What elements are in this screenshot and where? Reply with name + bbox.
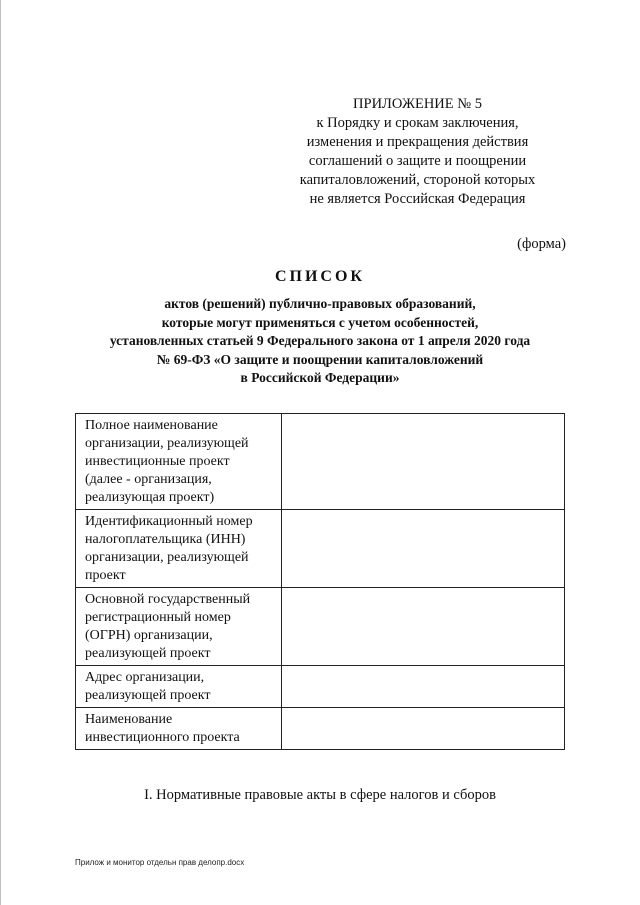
- table-row: [76, 588, 565, 666]
- table-row: [76, 666, 565, 708]
- label-line: Полное наименование: [85, 418, 218, 433]
- subtitle-line: установленных статьей 9 Федерального закона от 1 апреля 2020 года: [109, 333, 531, 348]
- label-line: регистрационный номер: [85, 610, 231, 625]
- table-row: [76, 414, 565, 510]
- label-line: организации, реализующей: [85, 436, 249, 451]
- label-line: проект: [85, 568, 126, 583]
- label-line: инвестиционного проекта: [85, 730, 240, 745]
- page-edge: [0, 0, 1, 905]
- row-value-project-name[interactable]: [281, 708, 564, 750]
- appendix-line: капиталовложений, стороной которых: [299, 172, 536, 188]
- label-line: (далее - организация,: [85, 472, 212, 487]
- appendix-line: к Порядку и срокам заключения,: [316, 115, 519, 131]
- label-line: налогоплательщика (ИНН): [85, 532, 246, 547]
- label-line: Адрес организации,: [85, 670, 205, 685]
- row-label-address: [76, 666, 282, 708]
- table-row: [76, 510, 565, 588]
- document-subtitle: [0, 295, 640, 388]
- label-line: Наименование: [85, 712, 173, 727]
- label-line: реализующей проект: [85, 688, 211, 703]
- subtitle-line: в Российской Федерации»: [240, 370, 400, 385]
- row-label-project-name: [76, 708, 282, 750]
- section-heading: I. Нормативные правовые акты в сфере налогов и сборов: [144, 787, 496, 803]
- form-label: (форма): [517, 236, 566, 252]
- appendix-line: изменения и прекращения действия: [306, 134, 529, 150]
- row-label-full-name: [76, 414, 282, 510]
- row-label-ogrn: [76, 588, 282, 666]
- row-value-full-name[interactable]: [281, 414, 564, 510]
- subtitle-line: № 69-ФЗ «О защите и поощрении капиталовложений: [156, 351, 484, 367]
- subtitle-line: которые могут применяться с учетом особенностей,: [161, 314, 479, 330]
- appendix-line: соглашений о защите и поощрении: [308, 153, 527, 169]
- row-label-inn: [76, 510, 282, 588]
- label-line: инвестиционные проект: [85, 454, 230, 469]
- row-value-inn[interactable]: [281, 510, 564, 588]
- organization-info-table: [75, 413, 565, 750]
- table-row: [76, 708, 565, 750]
- appendix-line: не является Российская Федерация: [309, 191, 526, 207]
- document-title: СПИСОК: [274, 268, 366, 285]
- label-line: Основной государственный: [85, 592, 251, 607]
- label-line: Идентификационный номер: [85, 514, 253, 529]
- label-line: реализующая проект): [85, 490, 215, 505]
- label-line: реализующей проект: [85, 646, 211, 661]
- appendix-line: ПРИЛОЖЕНИЕ № 5: [353, 96, 482, 112]
- label-line: (ОГРН) организации,: [85, 628, 213, 643]
- file-footer: Прилож и монитор отдельн прав делопр.docx: [75, 858, 245, 867]
- label-line: организации, реализующей: [85, 550, 249, 565]
- row-value-address[interactable]: [281, 666, 564, 708]
- appendix-header: [270, 95, 565, 209]
- subtitle-line: актов (решений) публично-правовых образований,: [164, 296, 476, 311]
- row-value-ogrn[interactable]: [281, 588, 564, 666]
